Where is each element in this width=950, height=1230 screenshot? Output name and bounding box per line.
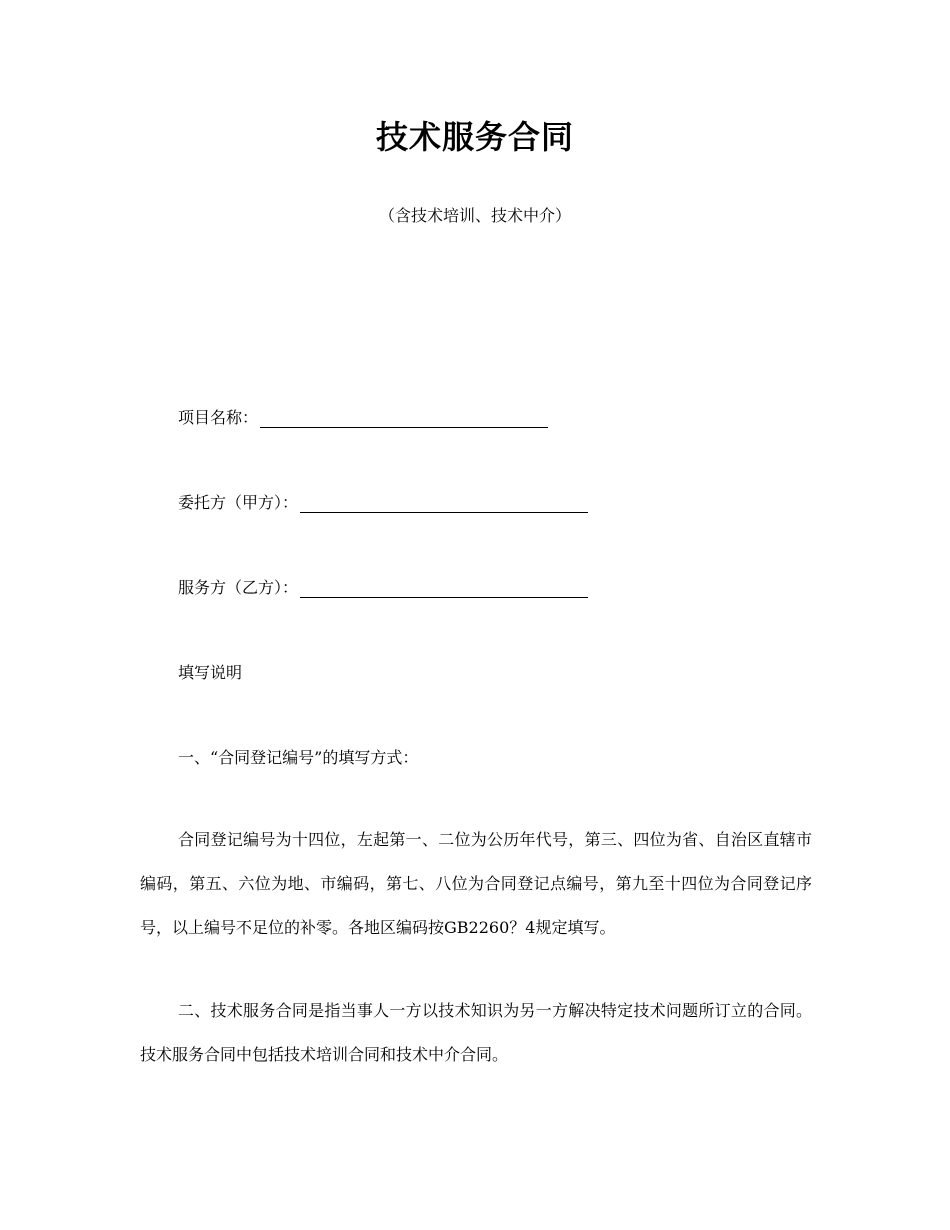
field-project-name-label: 项目名称： [178,408,259,427]
document-title: 技术服务合同 [375,118,574,156]
instructions-heading: 填写说明 [178,663,243,682]
field-service-party-b-blank [300,579,588,598]
field-client-party-a-blank [300,494,588,513]
field-service-party-b-label: 服务方（乙方）： [178,578,299,597]
item1-body: 合同登记编号为十四位，左起第一、二位为公历年代号，第三、四位为省、自治区直辖市编码，第五、六位为地、市编码，第七、八位为合同登记点编号，第九至十四位为合同登记序号，以上编号不足位的补零。各地区编码按GB2260？4规定填写。 [140,830,812,937]
field-client-party-a-label: 委托方（甲方）： [178,493,299,512]
item2-body: 二、技术服务合同是指当事人一方以技术知识为另一方解决特定技术问题所订立的合同。技术服务合同中包括技术培训合同和技术中介合同。 [140,1001,812,1064]
field-project-name [178,405,548,428]
item1-heading: 一、“合同登记编号”的填写方式： [178,748,419,767]
document-subtitle: （含技术培训、技术中介） [378,206,571,225]
field-client-party-a [178,490,588,513]
field-project-name-blank [260,409,548,428]
field-service-party-b [178,575,588,598]
